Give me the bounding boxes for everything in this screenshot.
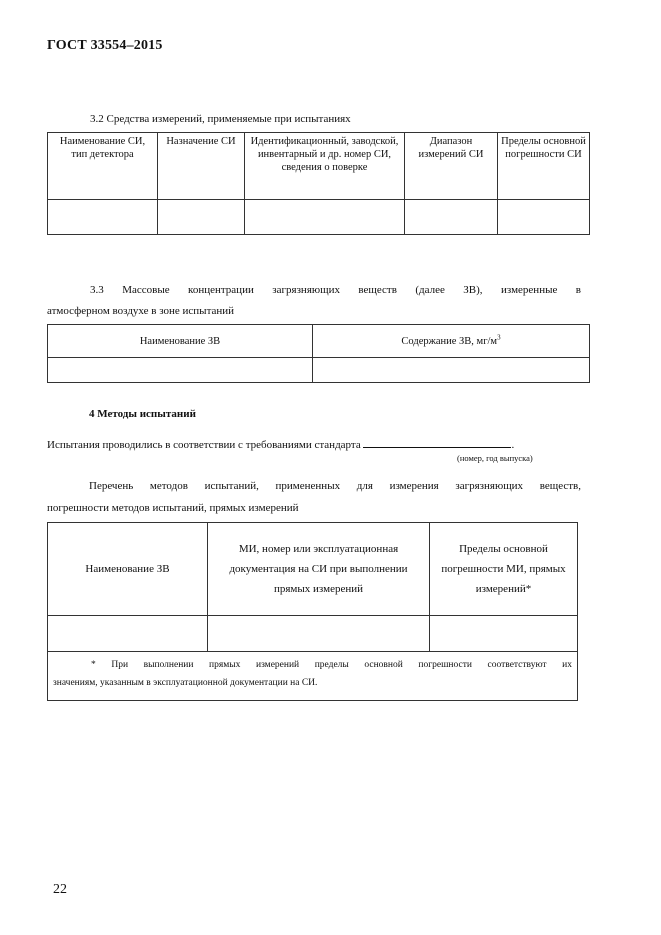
standard-number-hint: (номер, год выпуска) xyxy=(457,453,533,463)
table-row xyxy=(48,358,590,383)
col-header-pollutant: Наименование ЗВ xyxy=(48,523,208,616)
col-header-method-error-limits: Пределы основной погрешности МИ, прямых измерений* xyxy=(430,523,578,616)
table-cell[interactable] xyxy=(48,200,158,235)
pollutant-concentrations-table xyxy=(47,324,590,383)
methods-intro-line1: Перечень методов испытаний, примененных для измерения загрязняющих веществ, xyxy=(89,480,581,492)
col-header-si-identification: Идентификационный, заводской, инвентарный и др. номер СИ, сведения о поверке xyxy=(245,133,405,200)
col-header-si-name: Наименование СИ, тип детектора xyxy=(48,133,158,200)
col-header-pollutant-content xyxy=(313,325,590,358)
section-4-heading: 4 Методы испытаний xyxy=(89,408,196,420)
page-number: 22 xyxy=(53,882,67,897)
table-footnote-row xyxy=(48,652,578,701)
table-cell[interactable] xyxy=(208,616,430,652)
standard-statement-text: Испытания проводились в соответствии с требованиями стандарта xyxy=(47,439,361,451)
standard-statement-end: . xyxy=(511,439,515,451)
table-header-row xyxy=(48,523,578,616)
table-cell[interactable] xyxy=(245,200,405,235)
section-3-2-caption: 3.2 Средства измерений, применяемые при испытаниях xyxy=(90,113,351,125)
col-header-si-range: Диапазон измерений СИ xyxy=(405,133,498,200)
methods-intro-line2: погрешности методов испытаний, прямых измерений xyxy=(47,502,299,514)
table-row xyxy=(48,616,578,652)
table-row xyxy=(48,200,590,235)
table-cell[interactable] xyxy=(498,200,590,235)
table-cell[interactable] xyxy=(405,200,498,235)
table-cell[interactable] xyxy=(430,616,578,652)
standard-number-blank[interactable] xyxy=(363,436,511,448)
col-header-si-error-limits: Пределы основной погрешности СИ xyxy=(498,133,590,200)
table-cell[interactable] xyxy=(48,616,208,652)
table-header-row xyxy=(48,133,590,200)
table-cell[interactable] xyxy=(313,358,590,383)
standard-statement xyxy=(47,436,514,453)
measurement-instruments-table xyxy=(47,132,590,235)
unit-superscript: 3 xyxy=(497,333,501,341)
test-methods-table xyxy=(47,522,578,701)
table-cell[interactable] xyxy=(158,200,245,235)
col-header-pollutant-content-text: Содержание ЗВ, мг/м xyxy=(401,335,498,347)
footnote-line2: значениям, указанным в эксплуатационной документации на СИ. xyxy=(53,678,318,688)
section-3-3-caption-line1: 3.3 Массовые концентрации загрязняющих веществ (далее ЗВ), измеренные в xyxy=(90,284,581,296)
table-header-row xyxy=(48,325,590,358)
table-cell[interactable] xyxy=(48,358,313,383)
table-footnote xyxy=(48,652,578,701)
section-3-3-caption-line2: атмосферном воздухе в зоне испытаний xyxy=(47,305,235,317)
col-header-method-documentation: МИ, номер или эксплуатационная документация на СИ при выполнении прямых измерений xyxy=(208,523,430,616)
document-header-title: ГОСТ 33554–2015 xyxy=(47,38,163,53)
footnote-line1: * При выполнении прямых измерений пределы основной погрешности соответствуют их xyxy=(91,660,572,670)
col-header-pollutant-name: Наименование ЗВ xyxy=(48,325,313,358)
col-header-si-purpose: Назначение СИ xyxy=(158,133,245,200)
